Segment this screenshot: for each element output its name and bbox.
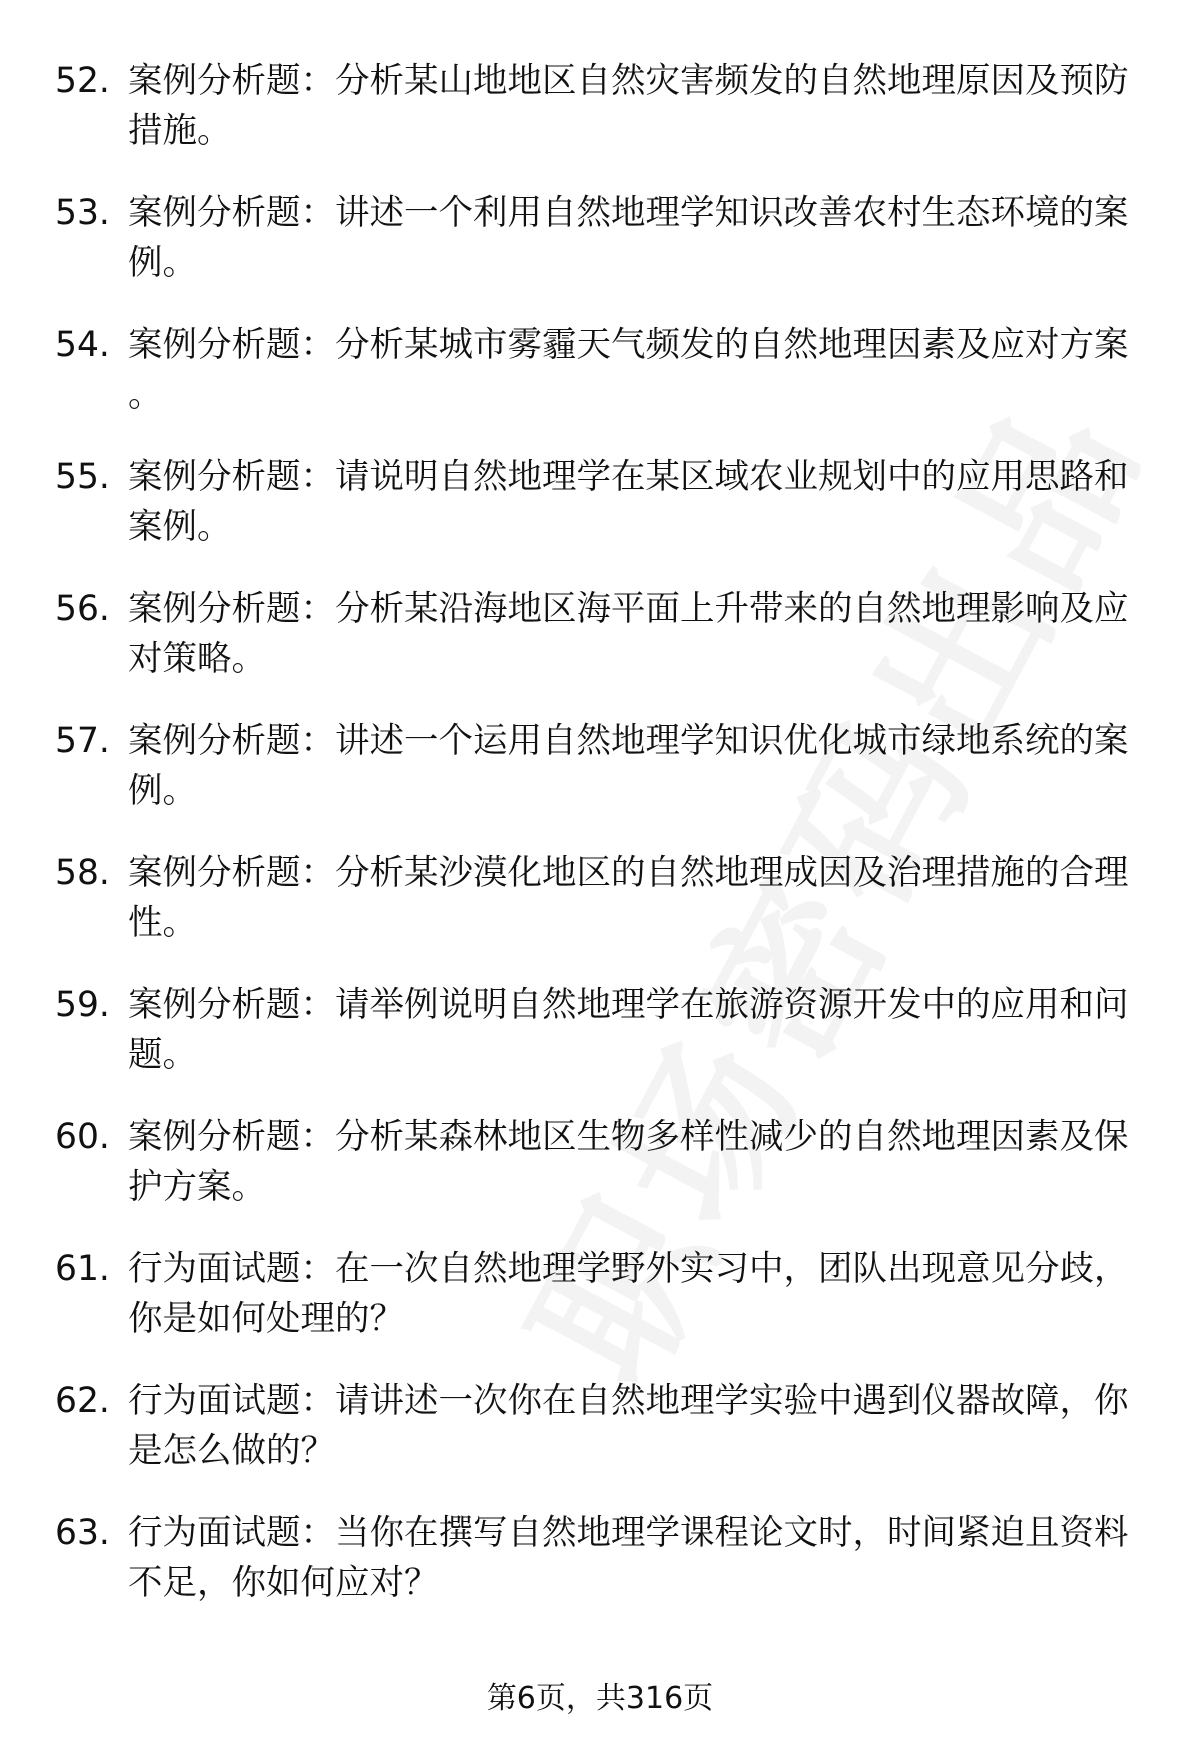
list-item: [0, 584, 1200, 716]
question-text: 案例分析题：分析某沙漠化地区的自然地理成因及治理措施的合理性。: [128, 853, 1129, 943]
question-text: 案例分析题：分析某沿海地区海平面上升带来的自然地理影响及应对策略。: [128, 589, 1129, 679]
question-text: 案例分析题：请说明自然地理学在某区域农业规划中的应用思路和案例。: [128, 457, 1129, 547]
question-text: 案例分析题：请举例说明自然地理学在旅游资源开发中的应用和问题。: [128, 985, 1129, 1075]
list-item: [0, 1508, 1200, 1640]
question-text: 行为面试题：请讲述一次你在自然地理学实验中遇到仪器故障，你是怎么做的？: [128, 1381, 1129, 1471]
question-text: 行为面试题：在一次自然地理学野外实习中，团队出现意见分歧，你是如何处理的？: [128, 1249, 1129, 1339]
question-list: [0, 56, 1200, 1640]
question-text: 行为面试题：当你在撰写自然地理学课程论文时，时间紧迫且资料不足，你如何应对？: [128, 1513, 1129, 1603]
question-number: 62.: [55, 1381, 110, 1421]
list-item: [0, 1376, 1200, 1508]
question-number: 60.: [55, 1117, 110, 1157]
list-item: [0, 320, 1200, 452]
list-item: [0, 1244, 1200, 1376]
list-item: [0, 56, 1200, 188]
list-item: [0, 452, 1200, 584]
list-item: [0, 1112, 1200, 1244]
question-number: 61.: [55, 1249, 110, 1289]
question-number: 55.: [55, 457, 110, 497]
question-text: 案例分析题：分析某城市雾霾天气频发的自然地理因素及应对方案。: [128, 325, 1129, 415]
question-number: 59.: [55, 985, 110, 1025]
question-number: 52.: [55, 61, 110, 101]
list-item: [0, 848, 1200, 980]
question-number: 53.: [55, 193, 110, 233]
list-item: [0, 980, 1200, 1112]
question-text: 案例分析题：讲述一个运用自然地理学知识优化城市绿地系统的案例。: [128, 721, 1129, 811]
question-text: 案例分析题：讲述一个利用自然地理学知识改善农村生态环境的案例。: [128, 193, 1129, 283]
question-number: 63.: [55, 1513, 110, 1553]
list-item: [0, 188, 1200, 320]
question-text: 案例分析题：分析某山地地区自然灾害频发的自然地理原因及预防措施。: [128, 61, 1129, 151]
list-item: [0, 716, 1200, 848]
page-footer: 第6页，共316页: [486, 1681, 714, 1716]
question-number: 54.: [55, 325, 110, 365]
question-text: 案例分析题：分析某森林地区生物多样性减少的自然地理因素及保护方案。: [128, 1117, 1129, 1207]
question-number: 56.: [55, 589, 110, 629]
question-number: 58.: [55, 853, 110, 893]
question-number: 57.: [55, 721, 110, 761]
